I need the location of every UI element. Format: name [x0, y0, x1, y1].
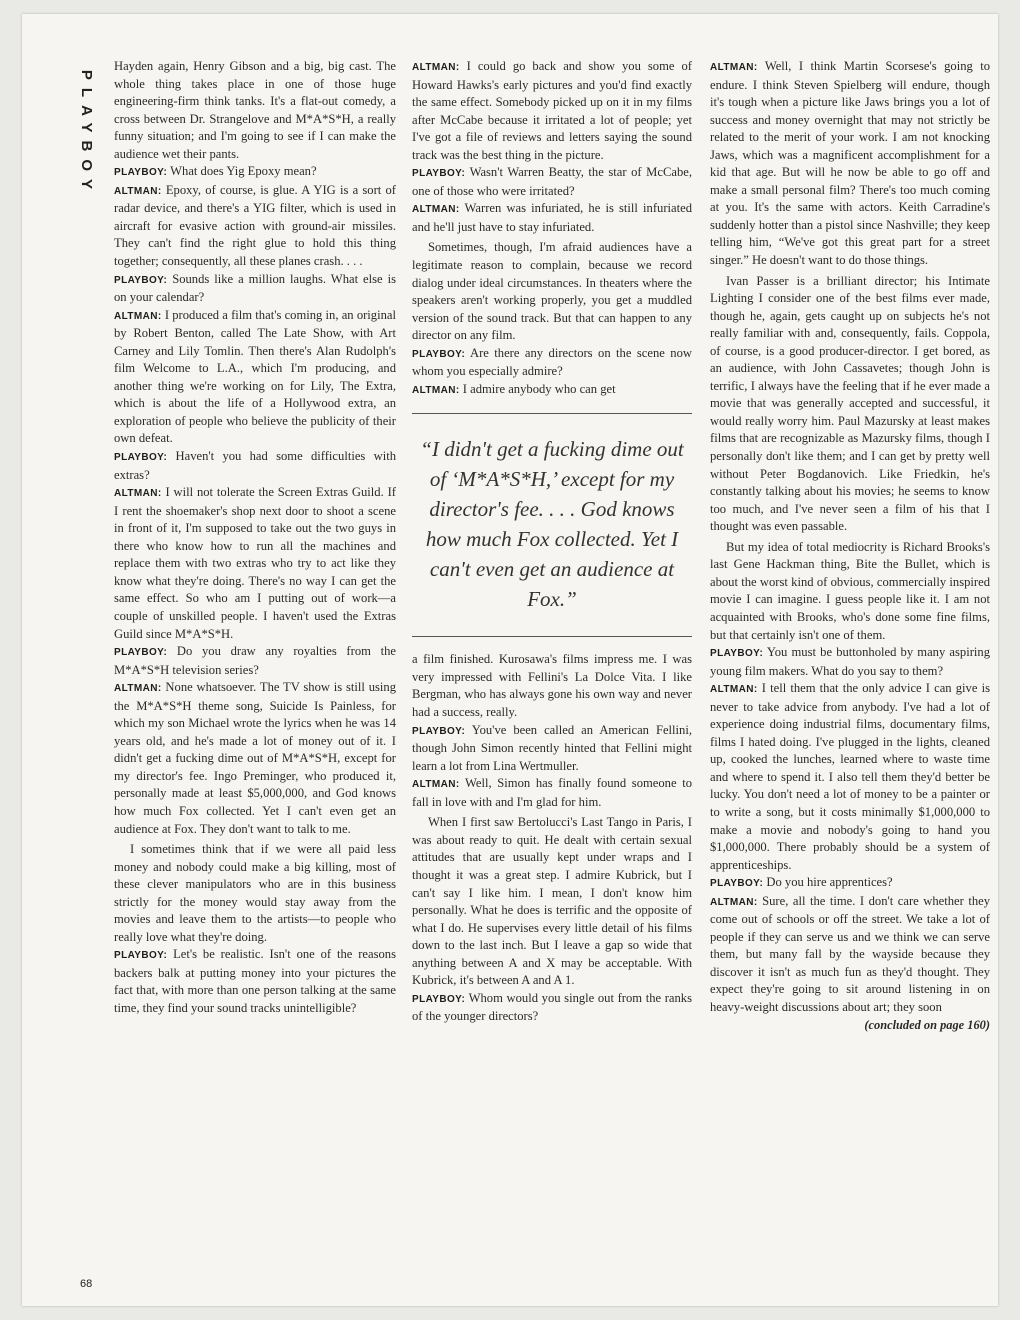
question-text: Are there any directors on the scene now whom you especially admire? [412, 345, 692, 379]
interview-question [412, 990, 692, 1026]
column-3 [710, 58, 990, 1034]
speaker-label: PLAYBOY: [710, 878, 764, 890]
interview-answer [114, 182, 396, 271]
speaker-label: PLAYBOY: [114, 274, 168, 286]
question-text: You've been called an American Fellini, though John Simon recently hinted that Fellini might learn a lot from Lina Wertmuller. [412, 722, 692, 773]
speaker-label: PLAYBOY: [412, 168, 466, 180]
interview-answer [412, 58, 692, 164]
speaker-label: PLAYBOY: [412, 725, 466, 737]
interview-question [412, 722, 692, 776]
column-1 [114, 58, 396, 1018]
continued-line: (concluded on page 160) [864, 1017, 990, 1032]
answer-text: Well, Simon has finally found someone to fall in love with and I'm glad for him. [412, 776, 692, 809]
pull-quote: “I didn't get a fucking dime out of ‘M*A*S*H,’ except for my director's fee. . . . God knows how much Fox collected. Yet I can't even get an audience at Fox.” [412, 413, 692, 637]
paragraph: Hayden again, Henry Gibson and a big, big cast. The whole thing takes place in one of those huge engineering-firm think tanks. It's a flat-out comedy, a cross between Dr. Strangelove and M*A*S*H, a really funny situation; and I'm going to see if I can make the audience wet their pants. [114, 59, 396, 161]
question-text: You must be buttonholed by many aspiring young film makers. What do you say to them? [710, 645, 990, 678]
answer-text: Sure, all the time. I don't care whether they come out of schools or off the street. We take a lot of people if they can serve us and we think we can serve them, but many fall by the wayside because they discover it isn't as much fun as they'd thought. They expect they're going to sit around listening in on heavy-weight discussions about art; they soon [710, 893, 990, 1014]
interview-question [412, 345, 692, 381]
speaker-label: ALTMAN: [114, 488, 162, 500]
question-text: Whom would you single out from the ranks of the younger directors? [412, 990, 692, 1024]
interview-answer [710, 893, 990, 1017]
speaker-label: PLAYBOY: [412, 348, 466, 360]
column-2 [412, 58, 692, 1026]
speaker-label: PLAYBOY: [114, 647, 168, 659]
speaker-label: PLAYBOY: [114, 167, 168, 179]
speaker-label: ALTMAN: [412, 779, 460, 791]
interview-question [710, 644, 990, 680]
speaker-label: ALTMAN: [114, 683, 162, 695]
speaker-label: ALTMAN: [412, 204, 460, 216]
running-head-text: PLAYBOY [78, 69, 96, 197]
magazine-page [22, 14, 998, 1306]
speaker-label: PLAYBOY: [114, 950, 168, 962]
answer-text: I admire anybody who can get [462, 381, 616, 396]
answer-text: I will not tolerate the Screen Extras Guild. If I rent the shoemaker's shop next door to shoot a scene in front of it, I'm supposed to take out the two guys in there who know how to run all the machines and replace them with two extras who try to act like they know what they're doing. There's no way I can get the same effect. So who am I putting out of work—a couple of unskilled people. I haven't used the Extras Guild since M*A*S*H. [114, 485, 396, 641]
paragraph: Sometimes, though, I'm afraid audiences have a legitimate reason to complain, because we record dialog under ideal circumstances. In theaters where the speakers aren't working properly, you get a muddled version of the sound track. But that can happen to any director on any film. [412, 240, 692, 343]
speaker-label: ALTMAN: [710, 684, 758, 696]
paragraph: a film finished. Kurosawa's films impress me. I was very impressed with Fellini's La Dolce Vita. I like Bergman, who has always gone his own way and never had a success, really. [412, 652, 692, 720]
speaker-label: ALTMAN: [412, 384, 460, 396]
interview-answer [710, 58, 990, 270]
interview-answer [412, 200, 692, 236]
interview-answer [114, 679, 396, 838]
interview-answer [412, 381, 692, 400]
speaker-label: ALTMAN: [114, 185, 162, 197]
interview-question [114, 448, 396, 484]
answer-text: I produced a film that's coming in, an original by Robert Benton, called The Late Show, with Art Carney and Lily Tomlin. Then there's Alan Rudolph's film Welcome to L.A., which I'm producing, and another thing we're working on for Lily, The Extra, which is about the life of a Hollywood extra, an exploration of people who believe the publicity of their own defeat. [114, 307, 396, 446]
speaker-label: PLAYBOY: [710, 648, 764, 660]
interview-question [412, 164, 692, 200]
interview-answer [114, 307, 396, 448]
answer-text: None whatsoever. The TV show is still using the M*A*S*H theme song, Suicide Is Painless, for which my son Michael wrote the lyrics when he was 14 years old, and he's made a lot of money out of it. I didn't get a fucking dime out of M*A*S*H, except for my director's fee. Ingo Preminger, who produced it, personally made at least $5,000,000, and God knows how much Fox collected. Yet I can't even get an audience at Fox. They don't want to talk to me. [114, 680, 396, 836]
interview-answer [710, 680, 990, 874]
speaker-label: ALTMAN: [710, 62, 758, 73]
speaker-label: ALTMAN: [114, 310, 162, 322]
interview-question [114, 643, 396, 679]
speaker-label: PLAYBOY: [114, 452, 168, 464]
running-head [76, 58, 98, 208]
page-number: 68 [80, 1278, 93, 1290]
question-text: Sounds like a million laughs. What else is on your calendar? [114, 271, 397, 305]
interview-question [710, 874, 990, 893]
question-text: Do you draw any royalties from the M*A*S*H television series? [114, 644, 396, 677]
answer-text: I could go back and show you some of Howard Hawks's early pictures and you'd find exactly the same effect. Somebody picked up on it in my films after McCabe because it irritated a lot of people; yet I've got a file of reviews and letters saying the sound track was the best thing in the picture. [412, 59, 692, 162]
speaker-label: ALTMAN: [412, 62, 460, 73]
paragraph: When I first saw Bertolucci's Last Tango in Paris, I was about ready to quit. He dealt with certain sexual attitudes that are usually kept under wraps and I thought it was a great step. I admire Kubrick, but I can't say I like him. I mean, I don't know him personally. What he does is terrific and the opposite of what I do. He supervises every little detail of his films down to the last inch. But I leave a gap so wide that anything between A and X may be acceptable. With Kubrick, it's between A and A 1. [412, 815, 692, 988]
question-text: Haven't you had some difficulties with extras? [114, 449, 396, 482]
answer-text: I tell them that the only advice I can give is never to take advice from anybody. I've had a lot of experience doing industrial films, documentary films, films I hated doing. I've plugged in the lights, cleaned up, cooked the lunches, learned where to waste time and where to spend it. I also tell them they'd better be lucky. You don't need a lot of money to be a painter or to write a song, but it costs minimally $1,000,000 to make a movie and nobody's going to hand you $1,000,000. There probably should be a system of apprenticeships. [710, 681, 990, 872]
interview-answer [114, 484, 396, 643]
interview-question [114, 271, 396, 307]
speaker-label: ALTMAN: [710, 896, 758, 908]
paragraph: I sometimes think that if we were all paid less money and nobody could make a big killing, most of these clever manipulators who are in this business strictly for the money would stay away from the movies and leave them to the artists—to people who really love what they're doing. [114, 842, 396, 944]
interview-question [114, 946, 396, 1017]
answer-text: Epoxy, of course, is glue. A YIG is a sort of radar device, and there's a YIG filter, which is used in aircraft for evasive action with ground-air missiles. They can't find the right glue to hold this thing together; consequently, all these planes crash. . . . [114, 182, 396, 269]
question-text: What does Yig Epoxy mean? [170, 164, 317, 179]
question-text: Wasn't Warren Beatty, the star of McCabe, one of those who were irritated? [412, 165, 692, 198]
paragraph: But my idea of total mediocrity is Richard Brooks's last Gene Hackman thing, Bite the Bullet, which is about the worst kind of obvious, commercially inspired movie I can imagine. I guess people like it. I am not acquainted with Brooks, who's done some fine films, but that certainly isn't one of them. [710, 539, 990, 642]
paragraph: Ivan Passer is a brilliant director; his Intimate Lighting I consider one of the best films ever made, though he, again, gets caught up on subjects he's not really familiar with and, consequently, fails. Coppola, of course, is a good producer-director. I get bored, as an audience, with John Cassavetes; though John is terrific, I always have the feeling that if he ever made a movie that was generally accepted and successful, it would really worry him. Paul Mazursky at least makes films that are recognizable as Mazursky films, though I personally don't like them; and I can get by pretty well without Peter Bogdanovich. Like Friedkin, he's constantly talking about his movies; he seems to know too much, and I've never seen a film of his that I thought was even passable. [710, 273, 990, 534]
answer-text: Well, I think Martin Scorsese's going to endure. I think Steven Spielberg will endure, though it's tough when a picture like Jaws brings you a lot of success and money overnight that may not strictly be related to the merit of your work. I am not knocking Jaws, which was a magnificent accomplishment for a kid that age. But will he now be able to go off and make a small personal film? There's too much coming at you. It's the same with actors. Keith Carradine's suddenly hotter than a pistol since Nashville; they keep telling him, “We've got this great part for a street singer.” He doesn't want to do those things. [710, 59, 991, 268]
interview-answer [412, 775, 692, 811]
question-text: Let's be realistic. Isn't one of the reasons backers balk at putting money into your pictures the fact that, with more than one person talking at the same time, they find your sound tracks unintelligible? [114, 947, 396, 1015]
interview-question [114, 163, 396, 182]
answer-text: Warren was infuriated, he is still infuriated and he'll just have to stay infuriated. [412, 201, 692, 234]
question-text: Do you hire apprentices? [766, 875, 893, 890]
speaker-label: PLAYBOY: [412, 993, 466, 1005]
